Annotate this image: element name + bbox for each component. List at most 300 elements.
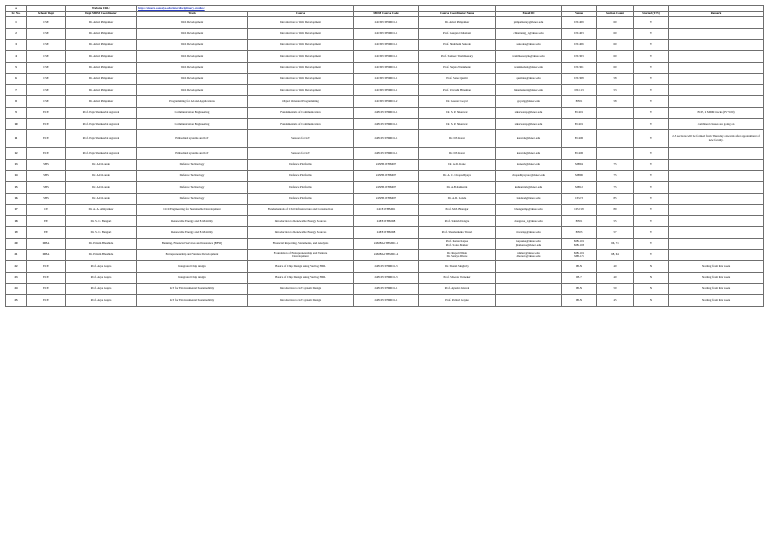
cell-school: MBA bbox=[27, 250, 66, 261]
table-row bbox=[6, 148, 764, 159]
cell-course-code: 24ECE1THMD1-1 bbox=[354, 148, 419, 159]
cell-sr-no: 24 bbox=[6, 283, 27, 294]
cell-course-code: 24EE1THMD8 bbox=[354, 216, 419, 227]
cell-dept-coordinator: Prof. Puja Shankarlal Agrawal bbox=[66, 119, 137, 130]
cell-track: Web Development bbox=[137, 62, 248, 73]
cell-section-count bbox=[597, 119, 634, 130]
cell-dept-coordinator: Dr. A.D.Lande bbox=[66, 182, 137, 193]
cell-started: Y bbox=[634, 204, 669, 215]
cell-course-coordinator: Dr. S. P. Sikarwar bbox=[419, 119, 496, 130]
cell-venue: EC400 bbox=[562, 130, 597, 148]
cell-school: CSE bbox=[27, 39, 66, 50]
cell-dept-coordinator: Prof. Arpa Gupta bbox=[66, 272, 137, 283]
cell-course-code: 24MBA1THMD1-4 bbox=[354, 250, 419, 261]
cell-course-coordinator: Dr. Amol Pimpalkar bbox=[419, 17, 496, 28]
cell-dept-coordinator: Dr. Amol Pimpalkar bbox=[66, 17, 137, 28]
cell-remark: ECE, 2 MDM tracks (IV+100) bbox=[669, 107, 764, 118]
cell-sr-no: 10 bbox=[6, 119, 27, 130]
cell-dept-coordinator: Prof. Puja Shankarlal Agrawal bbox=[66, 107, 137, 118]
cell-remark: 2-3 sections will be formed from Thursday onwards after appointment of new faculty. bbox=[669, 130, 764, 148]
cell-school: CSE bbox=[27, 17, 66, 28]
cell-email bbox=[496, 272, 562, 283]
cell-course: Fundamentals of Civil Infrastructure and Construction bbox=[248, 204, 354, 215]
cell-started: Y bbox=[634, 148, 669, 159]
cell-remark bbox=[669, 182, 764, 193]
cell-email: tiwarisp@rknec.edu bbox=[496, 227, 562, 238]
cell-school: ECE bbox=[27, 261, 66, 272]
cell-track: Web Development bbox=[137, 17, 248, 28]
cell-section-count: 89 bbox=[597, 204, 634, 215]
cell-school: CSE bbox=[27, 85, 66, 96]
cell-venue: IB-N bbox=[562, 283, 597, 294]
cell-track: Defence Technology bbox=[137, 170, 248, 181]
cell-course: Introduction to Web Development bbox=[248, 51, 354, 62]
cell-course-coordinator: Dr. A.B.Kulkarni bbox=[419, 182, 496, 193]
cell-sr-no: 6 bbox=[6, 73, 27, 84]
spreadsheet bbox=[5, 5, 763, 307]
cell-track: Web Development bbox=[137, 28, 248, 39]
cell-sr-no: 21 bbox=[6, 250, 27, 261]
table-row bbox=[6, 261, 764, 272]
cell-school: ECE bbox=[27, 283, 66, 294]
cell-email bbox=[496, 295, 562, 306]
cell-track: Entrepreneurship and Venture Development bbox=[137, 250, 248, 261]
cell-dept-coordinator: Prof. Arpa Gupta bbox=[66, 261, 137, 272]
corner-cell: a bbox=[6, 6, 27, 12]
cell-dept-coordinator: Prof. Arpa Gupta bbox=[66, 283, 137, 294]
cell-sr-no: 3 bbox=[6, 39, 27, 50]
cell-course-coordinator: Prof. Ketan Kapse Prof. Sonu Jhatkar bbox=[419, 238, 496, 249]
cell-sr-no: 19 bbox=[6, 227, 27, 238]
cell-venue: MB-101 MB-1/5 bbox=[562, 250, 597, 261]
table-row bbox=[6, 62, 764, 73]
cell-section-count bbox=[597, 107, 634, 118]
cell-course: Introduction to Renewable Energy Sources bbox=[248, 227, 354, 238]
cell-section-count: 50 bbox=[597, 283, 634, 294]
cell-venue: EE01 bbox=[562, 96, 597, 107]
table-row bbox=[6, 250, 764, 261]
table-row bbox=[6, 193, 764, 204]
header-course: Course bbox=[248, 11, 354, 17]
cell-section-count: 75 bbox=[597, 182, 634, 193]
header-section-count: Section Count bbox=[597, 11, 634, 17]
cell-venue: DT-406 bbox=[562, 39, 597, 50]
cell-email: hinamanurd@rknec.edu bbox=[496, 85, 562, 96]
cell-section-count bbox=[597, 148, 634, 159]
cell-track: Programming for AI and Applications bbox=[137, 96, 248, 107]
cell-started: Y bbox=[634, 51, 669, 62]
cell-sr-no: 11 bbox=[6, 130, 27, 148]
cell-course-code: 24ECE1THMD1-1 bbox=[354, 107, 419, 118]
cell-sr-no: 12 bbox=[6, 148, 27, 159]
cell-venue: EC401 bbox=[562, 107, 597, 118]
header-email: Email ID bbox=[496, 11, 562, 17]
cell-course-coordinator: Dr. A.D. Lande bbox=[419, 193, 496, 204]
header-course-code: MDM Course Code bbox=[354, 11, 419, 17]
cell-school: SHS bbox=[27, 193, 66, 204]
cell-course-code: 24CSE1THMD1-1 bbox=[354, 51, 419, 62]
cell-email: trambkesarysk@rknec.edu bbox=[496, 51, 562, 62]
cell-remark bbox=[669, 17, 764, 28]
cell-email: kulkarniab@rknec.edu bbox=[496, 182, 562, 193]
cell-started: Y bbox=[634, 17, 669, 28]
cell-remark bbox=[669, 96, 764, 107]
cell-sr-no: 25 bbox=[6, 295, 27, 306]
cell-track: Banking, Financial Services and Insurance [BFSI] bbox=[137, 238, 248, 249]
mdm-course-table bbox=[5, 5, 764, 307]
cell-email: sakodes@rknec.edu bbox=[496, 39, 562, 50]
cell-venue: EE03 bbox=[562, 227, 597, 238]
cell-dept-coordinator: Dr. A.D.Lande bbox=[66, 159, 137, 170]
cell-remark: Starting from this week bbox=[669, 272, 764, 283]
cell-started: Y bbox=[634, 73, 669, 84]
cell-started: Y bbox=[634, 193, 669, 204]
cell-email: karards@rknec.edu bbox=[496, 148, 562, 159]
cell-track: Embedded systems and IoT bbox=[137, 130, 248, 148]
cell-sr-no: 23 bbox=[6, 272, 27, 283]
cell-track: Renewable Energy and E-Mobility bbox=[137, 227, 248, 238]
cell-venue: CE2/3 bbox=[562, 193, 597, 204]
cell-section-count: 40 bbox=[597, 261, 634, 272]
cell-remark bbox=[669, 148, 764, 159]
cell-sr-no: 20 bbox=[6, 238, 27, 249]
cell-remark bbox=[669, 250, 764, 261]
cell-started: Y bbox=[634, 85, 669, 96]
cell-sr-no: 18 bbox=[6, 216, 27, 227]
cell-section-count: 75 bbox=[597, 159, 634, 170]
cell-course-coordinator: Prof. Urvashi Hinaman bbox=[419, 85, 496, 96]
cell-remark: Starting from this week bbox=[669, 295, 764, 306]
cell-course: Fundamentals of Communication bbox=[248, 107, 354, 118]
cell-sr-no: 4 bbox=[6, 51, 27, 62]
table-row bbox=[6, 17, 764, 28]
cell-track: Communication Engineering bbox=[137, 119, 248, 130]
cell-started: Y bbox=[634, 238, 669, 249]
cell-email: dongresa_1@rknec.edu bbox=[496, 216, 562, 227]
cell-course-code: 24CSE1THMD1-1 bbox=[354, 62, 419, 73]
cell-started: Y bbox=[634, 250, 669, 261]
cell-venue: EE01 bbox=[562, 216, 597, 227]
cell-track: Embedded systems and IoT bbox=[137, 148, 248, 159]
cell-school: ECE bbox=[27, 272, 66, 283]
cell-section-count: 75 bbox=[597, 170, 634, 181]
cell-course-coordinator: Prof. Sana Qazmi bbox=[419, 73, 496, 84]
cell-course: Defence Platforms bbox=[248, 159, 354, 170]
cell-section-count: 58 bbox=[597, 73, 634, 84]
cell-email: bhangarmp@rknec.edu bbox=[496, 204, 562, 215]
cell-school: ECE bbox=[27, 107, 66, 118]
cell-venue: DT-308 bbox=[562, 73, 597, 84]
cell-remark bbox=[669, 85, 764, 96]
cell-sr-no: 7 bbox=[6, 85, 27, 96]
cell-track: Web Development bbox=[137, 39, 248, 50]
cell-remark bbox=[669, 216, 764, 227]
cell-course: Defence Platforms bbox=[248, 170, 354, 181]
cell-section-count: 58 bbox=[597, 96, 634, 107]
cell-course: Introduction to Web Development bbox=[248, 73, 354, 84]
cell-email: sikarwarsp@rknec.edu bbox=[496, 107, 562, 118]
cell-course-code: 24ECE1THMD1-1 bbox=[354, 119, 419, 130]
cell-course-coordinator: Dr. S. P. Sikarwar bbox=[419, 107, 496, 118]
cell-track: Defence Technology bbox=[137, 193, 248, 204]
cell-section-count: 60 bbox=[597, 51, 634, 62]
header-dept-coordinator: Dept MDM Coordinator bbox=[66, 11, 137, 17]
cell-section-count: 45 bbox=[597, 295, 634, 306]
cell-dept-coordinator: Dr. A.D.Lande bbox=[66, 170, 137, 181]
cell-track: Integrated Chip design bbox=[137, 261, 248, 272]
cell-started: Y bbox=[634, 119, 669, 130]
cell-course-coordinator: Prof. Sameer Trambkesary bbox=[419, 51, 496, 62]
cell-dept-coordinator: Dr. Amol Pimpalkar bbox=[66, 39, 137, 50]
cell-email: niklerr@rknec.edu dhotesv@rknec.edu bbox=[496, 250, 562, 261]
cell-section-count: 55 bbox=[597, 216, 634, 227]
cell-email: sikarwarsp@rknec.edu bbox=[496, 119, 562, 130]
cell-school: SHS bbox=[27, 182, 66, 193]
cell-course: Introduction to IoT system Design bbox=[248, 295, 354, 306]
table-row bbox=[6, 28, 764, 39]
cell-dept-coordinator: Prof. Puja Shankarlal Agrawal bbox=[66, 148, 137, 159]
cell-section-count: 68, 64 bbox=[597, 250, 634, 261]
cell-course: Financial Reporting, Statements, and Analysis bbox=[248, 238, 354, 249]
header-sr-no: Sr. No. bbox=[6, 11, 27, 17]
cell-section-count: 66, 71 bbox=[597, 238, 634, 249]
cell-started: Y bbox=[634, 62, 669, 73]
cell-course: Introduction to Web Development bbox=[248, 39, 354, 50]
cell-course: Basics of Chip Design using Verilog HDL bbox=[248, 272, 354, 283]
cell-course: Introduction to Web Development bbox=[248, 62, 354, 73]
cell-course-coordinator: Prof. Shubham Sakode bbox=[419, 39, 496, 50]
cell-venue: DT-301 bbox=[562, 62, 597, 73]
table-row bbox=[6, 39, 764, 50]
cell-started: Y bbox=[634, 182, 669, 193]
cell-course-coordinator: Dr. Rupali Nikle Dr. Santya Dhote bbox=[419, 250, 496, 261]
cell-school: CSE bbox=[27, 28, 66, 39]
cell-venue: EC401 bbox=[562, 119, 597, 130]
cell-sr-no: 22 bbox=[6, 261, 27, 272]
cell-course-code: 24CSE1THMD1-1 bbox=[354, 28, 419, 39]
cell-track: Integrated Chip design bbox=[137, 272, 248, 283]
cell-track: Defence Technology bbox=[137, 159, 248, 170]
cell-dept-coordinator: Dr. S. C. Bangari bbox=[66, 227, 137, 238]
cell-track: Web Development bbox=[137, 51, 248, 62]
cell-email: karards@rknec.edu bbox=[496, 130, 562, 148]
cell-remark bbox=[669, 238, 764, 249]
cell-track: Defence Technology bbox=[137, 182, 248, 193]
header-track: Track bbox=[137, 11, 248, 17]
cell-course-coordinator: Dr. DS Karar bbox=[419, 130, 496, 148]
cell-course: Introduction to Web Development bbox=[248, 17, 354, 28]
website-link[interactable]: https://elearn.somaiya.edu/interdisciplinary-studies/ bbox=[137, 6, 354, 12]
cell-remark bbox=[669, 170, 764, 181]
cell-course-code: 24ECE1THMD1-3 bbox=[354, 272, 419, 283]
cell-course-code: 24ECE1THMD1-1 bbox=[354, 295, 419, 306]
cell-dept-coordinator: Prof. Puja Shankarlal Agrawal bbox=[66, 130, 137, 148]
cell-venue: DT-403 bbox=[562, 28, 597, 39]
cell-course: Introduction to Web Development bbox=[248, 85, 354, 96]
cell-started: N bbox=[634, 295, 669, 306]
cell-course-coordinator: Dr. Gaurav Goyal bbox=[419, 96, 496, 107]
cell-venue: IB-7 bbox=[562, 272, 597, 283]
cell-course: Foundation of Entrepreneurship and Venture Development bbox=[248, 250, 354, 261]
cell-course: Sensors for IoT bbox=[248, 148, 354, 159]
header-started: Started (Y/N) bbox=[634, 11, 669, 17]
table-row bbox=[6, 73, 764, 84]
cell-course-coordinator: Prof. Shashankika Tiwari bbox=[419, 227, 496, 238]
cell-remark bbox=[669, 62, 764, 73]
cell-course-coordinator: Prof. Ayushi Jaiswal bbox=[419, 283, 496, 294]
cell-school: EE bbox=[27, 227, 66, 238]
table-row bbox=[6, 119, 764, 130]
cell-school: ECE bbox=[27, 295, 66, 306]
header-remark: Remark bbox=[669, 11, 764, 17]
table-row bbox=[6, 85, 764, 96]
cell-dept-coordinator: Dr. Pritam Bhashide bbox=[66, 250, 137, 261]
cell-venue: DT-409 bbox=[562, 17, 597, 28]
cell-course-code: 24CE1THMD1 bbox=[354, 204, 419, 215]
cell-started: Y bbox=[634, 227, 669, 238]
table-row bbox=[6, 182, 764, 193]
cell-remark bbox=[669, 159, 764, 170]
header-course-coordinator: Course Coordinator Name bbox=[419, 11, 496, 17]
cell-course-coordinator: Prof. Sujata Wankhede bbox=[419, 62, 496, 73]
cell-dept-coordinator: Dr. Amol Pimpalkar bbox=[66, 73, 137, 84]
cell-course-coordinator: Dr. A.D. Kane bbox=[419, 159, 496, 170]
cell-email: pimpalkaray@rknec.edu bbox=[496, 17, 562, 28]
cell-school: CE bbox=[27, 204, 66, 215]
cell-section-count: 60 bbox=[597, 39, 634, 50]
cell-section-count: 60 bbox=[597, 62, 634, 73]
cell-track: Communication Engineering bbox=[137, 107, 248, 118]
table-row bbox=[6, 130, 764, 148]
cell-venue: IB-N bbox=[562, 261, 597, 272]
cell-section-count: 60 bbox=[597, 28, 634, 39]
cell-venue: DT-113 bbox=[562, 85, 597, 96]
cell-remark bbox=[669, 51, 764, 62]
cell-remark bbox=[669, 39, 764, 50]
cell-sr-no: 8 bbox=[6, 96, 27, 107]
cell-sr-no: 9 bbox=[6, 107, 27, 118]
cell-school: CSE bbox=[27, 51, 66, 62]
cell-school: EE bbox=[27, 216, 66, 227]
cell-dept-coordinator: Dr. S. C. Bangari bbox=[66, 216, 137, 227]
cell-course: Basics of Chip Design using Verilog HDL bbox=[248, 261, 354, 272]
cell-venue: MB12 bbox=[562, 182, 597, 193]
table-row bbox=[6, 51, 764, 62]
cell-email bbox=[496, 283, 562, 294]
cell-course-code: 24SHS1THMD7 bbox=[354, 182, 419, 193]
cell-dept-coordinator: Dr. Amol Pimpalkar bbox=[66, 28, 137, 39]
cell-course-code: 24CSE1THMD1-1 bbox=[354, 17, 419, 28]
cell-remark: Starting from this week bbox=[669, 261, 764, 272]
cell-dept-coordinator: Dr. A.D.Lande bbox=[66, 193, 137, 204]
cell-venue: MB06 bbox=[562, 170, 597, 181]
cell-course-coordinator: Prof. Sahish Dongre bbox=[419, 216, 496, 227]
cell-remark bbox=[669, 204, 764, 215]
cell-track: Renewable Energy and E-Mobility bbox=[137, 216, 248, 227]
cell-started: Y bbox=[634, 107, 669, 118]
cell-remark bbox=[669, 73, 764, 84]
cell-sr-no: 16 bbox=[6, 193, 27, 204]
cell-course-code: 24CSE1THMD1-1 bbox=[354, 73, 419, 84]
cell-dept-coordinator: Dr. Pritam Bhashide bbox=[66, 238, 137, 249]
table-row bbox=[6, 238, 764, 249]
cell-course: Defence Platforms bbox=[248, 182, 354, 193]
cell-course-coordinator: Prof. Pallavi Gayke bbox=[419, 295, 496, 306]
cell-course-code: 24CSE1THMD1-1 bbox=[354, 39, 419, 50]
cell-section-count bbox=[597, 130, 634, 148]
cell-venue: MB-101 MB-103 bbox=[562, 238, 597, 249]
cell-venue: CE2/18 bbox=[562, 204, 597, 215]
cell-venue: EC400 bbox=[562, 148, 597, 159]
cell-venue: IB-N bbox=[562, 295, 597, 306]
cell-course: Fundamentals of Communication bbox=[248, 119, 354, 130]
cell-track: Web Development bbox=[137, 73, 248, 84]
cell-course-coordinator: Dr. A. C. Chopadhyaya bbox=[419, 170, 496, 181]
cell-course-coordinator: Dr. DS Karar bbox=[419, 148, 496, 159]
cell-course-coordinator: Prof. Shweta Varneker bbox=[419, 272, 496, 283]
cell-sr-no: 17 bbox=[6, 204, 27, 215]
cell-section-count: 85 bbox=[597, 193, 634, 204]
cell-email bbox=[496, 261, 562, 272]
cell-track: Web Development bbox=[137, 85, 248, 96]
cell-started: Y bbox=[634, 130, 669, 148]
cell-course: Sensors for IoT bbox=[248, 130, 354, 148]
cell-course-code: 24SHS1THMD7 bbox=[354, 170, 419, 181]
table-row bbox=[6, 107, 764, 118]
cell-remark bbox=[669, 227, 764, 238]
cell-started: Y bbox=[634, 159, 669, 170]
cell-school: CSE bbox=[27, 96, 66, 107]
cell-course-code: 24SHS1THMD7 bbox=[354, 193, 419, 204]
cell-course-code: 24EE1THMD8 bbox=[354, 227, 419, 238]
cell-email: chhattanig_1@rknec.edu bbox=[496, 28, 562, 39]
cell-dept-coordinator: Dr. Amol Pimpalkar bbox=[66, 96, 137, 107]
cell-started: Y bbox=[634, 216, 669, 227]
cell-dept-coordinator: Dr. Amol Pimpalkar bbox=[66, 51, 137, 62]
cell-track: Civil Engineering for Sustainable Development bbox=[137, 204, 248, 215]
cell-sr-no: 5 bbox=[6, 62, 27, 73]
table-row bbox=[6, 170, 764, 181]
cell-email: kapseka@rknec.edu jhatkarsa@rknec.edu bbox=[496, 238, 562, 249]
table-row bbox=[6, 272, 764, 283]
cell-sr-no: 1 bbox=[6, 17, 27, 28]
cell-school: MBA bbox=[27, 238, 66, 249]
cell-remark bbox=[669, 193, 764, 204]
cell-dept-coordinator: Dr. A. A. Abhyankar bbox=[66, 204, 137, 215]
cell-started: N bbox=[634, 272, 669, 283]
cell-school: CSE bbox=[27, 73, 66, 84]
cell-remark: Starting from this week bbox=[669, 283, 764, 294]
cell-school: SHS bbox=[27, 170, 66, 181]
cell-course-coordinator: Prof. Gunjan Chhattani bbox=[419, 28, 496, 39]
cell-course-code: 24CSE1THMD1-2 bbox=[354, 96, 419, 107]
cell-dept-coordinator: Dr. Amol Pimpalkar bbox=[66, 85, 137, 96]
table-row bbox=[6, 227, 764, 238]
cell-section-count: 53 bbox=[597, 85, 634, 96]
cell-started: N bbox=[634, 283, 669, 294]
cell-email: landead@rknec.edu bbox=[496, 193, 562, 204]
website-label: Website URL: bbox=[66, 6, 137, 12]
header-venue: Venue bbox=[562, 11, 597, 17]
cell-school: ECE bbox=[27, 130, 66, 148]
cell-sr-no: 2 bbox=[6, 28, 27, 39]
cell-email: chopadhyayaac@rknec.edu bbox=[496, 170, 562, 181]
cell-started: Y bbox=[634, 28, 669, 39]
cell-course: Introduction to Renewable Energy Sources bbox=[248, 216, 354, 227]
cell-started: Y bbox=[634, 39, 669, 50]
cell-track: IoT for Environmental Sustainability bbox=[137, 283, 248, 294]
cell-course: Introduction to Web Development bbox=[248, 28, 354, 39]
